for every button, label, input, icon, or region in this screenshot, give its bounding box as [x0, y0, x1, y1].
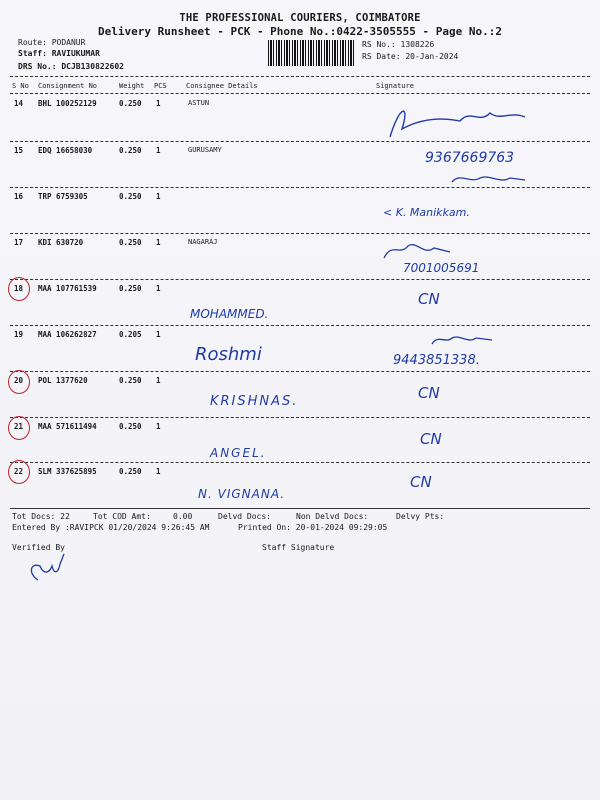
row-sno: 18: [14, 284, 24, 293]
row-consignment: BHL 100252129: [38, 99, 97, 108]
row-pcs: 1: [156, 330, 161, 339]
table-row: [0, 463, 600, 509]
row-consignment: EDQ 16658030: [38, 146, 93, 155]
row-consignment: MAA 107761539: [38, 284, 97, 293]
row-consignment: MAA 571611494: [38, 422, 97, 431]
col-consignee: Consignee Details: [186, 82, 258, 90]
table-row: [0, 234, 600, 280]
col-pcs: PCS: [154, 82, 167, 90]
handwritten-name: Roshmi: [195, 344, 262, 365]
red-circle-mark: [8, 370, 30, 394]
verified-by-label: Verified By: [12, 543, 65, 552]
handwritten-name: N. VIGNANA.: [198, 487, 286, 501]
col-consignment: Consignment No: [38, 82, 98, 90]
row-sno: 16: [14, 192, 24, 201]
table-row: [0, 418, 600, 464]
row-consignee: GURUSAMY: [188, 146, 222, 154]
table-row: [0, 95, 600, 141]
delivery-points: Delvy Pts:: [396, 512, 445, 521]
total-cod-label: Tot COD Amt:: [93, 512, 151, 521]
signature-scrawl: [380, 238, 460, 262]
row-pcs: 1: [156, 422, 161, 431]
row-sno: 19: [14, 330, 24, 339]
col-signature: Signature: [376, 82, 414, 90]
row-weight: 0.250: [119, 422, 142, 431]
row-consignment: KDI 630720: [38, 238, 84, 247]
header-divider: [10, 76, 590, 77]
handwritten-signature: CN: [418, 384, 440, 402]
non-delivered-docs: Non Delvd Docs:: [296, 512, 369, 521]
row-sno: 15: [14, 146, 24, 155]
handwritten-name: MOHAMMED.: [190, 307, 269, 321]
row-weight: 0.250: [119, 467, 142, 476]
row-pcs: 1: [156, 376, 161, 385]
red-circle-mark: [8, 460, 30, 484]
handwritten-phone: 7001005691: [403, 261, 480, 275]
delivered-docs: Delvd Docs:: [218, 512, 271, 521]
row-consignment: MAA 106262827: [38, 330, 97, 339]
table-row: [0, 280, 600, 326]
row-weight: 0.250: [119, 192, 142, 201]
handwritten-name: KRISHNAS.: [210, 394, 299, 409]
handwritten-signature: CN: [420, 430, 442, 448]
rs-date: RS Date: 20-Jan-2024: [362, 52, 459, 61]
row-weight: 0.250: [119, 284, 142, 293]
table-row: [0, 372, 600, 418]
handwritten-signature: CN: [410, 473, 432, 491]
red-circle-mark: [8, 416, 30, 440]
table-row: [0, 326, 600, 372]
signature-scrawl: [380, 99, 540, 139]
table-row: [0, 188, 600, 234]
company-title: THE PROFESSIONAL COURIERS, COIMBATORE: [179, 12, 421, 24]
handwritten-phone: 9367669763: [425, 150, 515, 166]
row-pcs: 1: [156, 192, 161, 201]
row-pcs: 1: [156, 284, 161, 293]
row-consignment: TRP 6759305: [38, 192, 88, 201]
total-docs: Tot Docs: 22: [12, 512, 70, 521]
table-row: [0, 142, 600, 188]
entered-by: Entered By :RAVIPCK 01/20/2024 9:26:45 AM: [12, 523, 210, 532]
row-sno: 22: [14, 467, 24, 476]
row-pcs: 1: [156, 146, 161, 155]
printed-on: Printed On: 20-01-2024 09:29:05: [238, 523, 388, 532]
runsheet-subtitle: Delivery Runsheet - PCK - Phone No.:0422-3505555 - Page No.:2: [98, 25, 502, 38]
rs-number: RS No.: 1308226: [362, 40, 435, 49]
row-sno: 17: [14, 238, 24, 247]
row-sno: 14: [14, 99, 24, 108]
barcode-image: [268, 40, 355, 66]
row-weight: 0.205: [119, 330, 142, 339]
row-weight: 0.250: [119, 99, 142, 108]
row-weight: 0.250: [119, 146, 142, 155]
staff-label: Staff: RAVIUKUMAR: [18, 49, 100, 58]
column-divider: [10, 93, 590, 94]
route-label: Route: PODANUR: [18, 38, 86, 47]
staff-signature-label: Staff Signature: [262, 543, 335, 552]
row-pcs: 1: [156, 238, 161, 247]
signature-scrawl: [428, 332, 498, 348]
handwritten-name: ANGEL.: [210, 446, 267, 460]
row-consignee: ASTUN: [188, 99, 210, 107]
handwritten-signature: CN: [418, 290, 440, 308]
row-consignment: SLM 337625895: [38, 467, 97, 476]
red-circle-mark: [8, 277, 30, 301]
drs-label: DRS No.: DCJB130822602: [18, 62, 124, 71]
row-sno: 20: [14, 376, 24, 385]
col-sno: S No: [12, 82, 29, 90]
signature-scrawl: [450, 170, 530, 188]
row-consignee: NAGARAJ: [188, 238, 218, 246]
row-pcs: 1: [156, 467, 161, 476]
col-weight: Weight: [119, 82, 145, 90]
row-consignment: POL 1377620: [38, 376, 88, 385]
verifier-signature-scrawl: [26, 552, 70, 586]
handwritten-phone: 9443851338.: [393, 353, 480, 368]
row-sno: 21: [14, 422, 24, 431]
row-weight: 0.250: [119, 376, 142, 385]
row-pcs: 1: [156, 99, 161, 108]
handwritten-name: < K. Manikkam.: [383, 206, 470, 219]
table-bottom-divider: [10, 508, 590, 509]
total-cod-value: 0.00: [173, 512, 193, 521]
row-weight: 0.250: [119, 238, 142, 247]
